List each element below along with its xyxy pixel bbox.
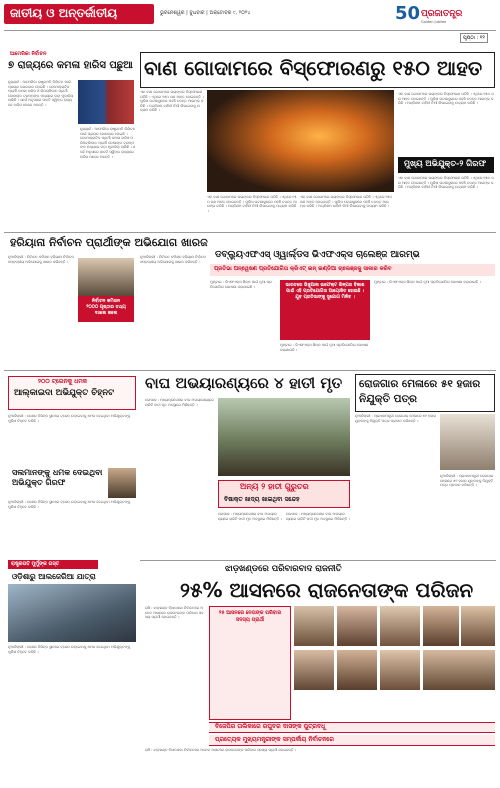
kicker: ଆମେରିକା ନିର୍ବାଚନ [10,51,47,57]
photo-candidate-9 [423,650,495,690]
arrest-badge [398,157,494,173]
logo [395,3,495,27]
photo-commission-official [78,258,134,296]
jharkhand-body-2: ରାଞ୍ଚି : ଝାଡ଼ଖଣ୍ଡ ବିଧାନସଭା ନିର୍ବାଚନରେ ଅନେକ ଆସନରେ ରାଜନେତାଙ୍କ ପରିବାର ସଦସ୍ୟ ପ୍ରାର୍ଥୀ ହୋଇଛନ୍ତି । [145,748,297,752]
photo-candidate-3 [380,606,420,646]
vfx-body-3: ମୁମ୍ବାଇ : ଭିଏଫଏକ୍ସ ଶିଳ୍ପ ପାଇଁ ନୂଆ ପ୍ରତିଯୋଗିତା ଘୋଷଣା କରାଯାଇଛି । [374,280,481,284]
photo-candidate-2 [337,606,377,646]
logo-tag: Golden Jubilee [421,20,447,24]
jharkhand-box-intro: ୨୫ ଆସନରେ ନେତାଙ୍କ ପରିବାର ସଦସ୍ୟ ପ୍ରାର୍ଥୀ [218,610,282,623]
callout-line-2: ୨୦୦୦ ପୃଷ୍ଠାର ତଥ୍ୟ [86,305,126,310]
body-lead-col1: ଏକ ବାଣ ଗୋଦାମରେ ଭୟଙ୍କର ବିସ୍ଫୋରଣ ଘଟିଛି । ଏଥିରେ ୧୫୦ ଜଣ ଆହତ ହୋଇଛନ୍ତି । ପୁଲିସ ଘଟଣାସ୍ଥଳରେ ପହଞ୍ଚି ତଦନ୍ତ ଆରମ୍ଭ କରିଛି । ଅଗ୍ନିଶମ ବାହିନୀ ନିଆଁ ଲିଭାଇବାକୁ ଉଦ୍ୟମ କରିଛି । [140,90,204,113]
train-box-headline: ଆଲ୍‌କାଇଦା ଅଭିଯୁକ୍ତ ଚିହ୍ନଟ [14,388,114,398]
elephant-body-1: ଭୋପାଳ : ମଧ୍ୟପ୍ରଦେଶର ବାଘ ଅଭୟାରଣ୍ୟରେ ଚାରିଟି ହାତୀ ମୃତ ଅବସ୍ଥାରେ ମିଳିଛନ୍ତି । [145,398,214,407]
rozgar-body-1: ନୂଆଦିଲ୍ଲୀ : ପ୍ରଧାନମନ୍ତ୍ରୀ ରୋଜଗାର ମେଳାରେ ୫୧ ହଜାର ଯୁବକଙ୍କୁ ନିଯୁକ୍ତି ପତ୍ର ପ୍ରଦାନ କରିଛନ୍ତି । [355,414,437,423]
photo-candidate-1 [294,606,334,646]
arrest-badge-text: ମୁଖ୍ୟ ଅଭିଯୁକ୍ତ-୨ ଗିରଫ [404,159,487,168]
body-lead-col5: ଏକ ବାଣ ଗୋଦାମରେ ଭୟଙ୍କର ବିସ୍ଫୋରଣ ଘଟିଛି । ଏଥିରେ ୧୫୦ ଜଣ ଆହତ ହୋଇଛନ୍ତି । ପୁଲିସ ଘଟଣାସ୍ଥଳରେ ପହଞ୍ଚି ତଦନ୍ତ ଆରମ୍ଭ କରିଛି । ଅଗ୍ନିଶମ ବାହିନୀ ନିଆଁ ଲିଭାଇବାକୁ ଉଦ୍ୟମ କରିଛି । [398,176,494,190]
photo-elephant [218,398,350,476]
murmu-body: ନୂଆଦିଲ୍ଲୀ : ଦେଶର ବିଭିନ୍ନ ସ୍ଥାନରେ ଟ୍ରେନ ଉଡ଼ାଇବାକୁ ଧମକ ଦେଇଥିବା ଅଭିଯୁକ୍ତଙ୍କୁ ପୁଲିସ ଚିହ୍ନଟ କରିଛି । [8,645,131,654]
divider-3 [140,560,496,561]
photo-candidate-7 [337,650,377,690]
strip-1-text: ବିଜେପିର ତାଲିକାରେ ରଘୁବର ଦାସଙ୍କ ପୁତ୍ରବଧୂ [215,723,326,730]
haryana-callout [78,296,134,322]
train-body: ନୂଆଦିଲ୍ଲୀ : ଦେଶର ବିଭିନ୍ନ ସ୍ଥାନରେ ଟ୍ରେନ ଉଡ଼ାଇବାକୁ ଧମକ ଦେଇଥିବା ଅଭିଯୁକ୍ତଙ୍କୁ ପୁଲିସ ଚିହ୍ନଟ କରିଛି । [8,414,131,423]
body-lead-col4: ଏକ ବାଣ ଗୋଦାମରେ ଭୟଙ୍କର ବିସ୍ଫୋରଣ ଘଟିଛି । ଏଥିରେ ୧୫୦ ଜଣ ଆହତ ହୋଇଛନ୍ତି । ପୁଲିସ ଘଟଣାସ୍ଥଳରେ ପହଞ୍ଚି ତଦନ୍ତ ଆରମ୍ଭ କରିଛି । ଅଗ୍ନିଶମ ବାହିନୀ ନିଆଁ ଲିଭାଇବାକୁ ଉଦ୍ୟମ କରିଛି । [398,92,494,106]
divider-1 [4,232,496,233]
body-harris-2: ନ୍ୟୁୟର୍କ : ଆମେରିକା ରାଷ୍ଟ୍ରପତି ନିର୍ବାଚନ ପାଇଁ ପ୍ରଚାର ଜୋରଦାର ହୋଇଛି । ଡେମୋକ୍ରାଟିକ ପ୍ରାର୍ଥୀ କମଳା ହାରିସ ଓ ରିପବ୍ଲିକାନ ପ୍ରାର୍ଥୀ ଡୋନାଲ୍ଡ ଟ୍ରମ୍ପଙ୍କ ମଧ୍ୟରେ କଡ଼ା ମୁକାବିଲା ଚାଲିଛି । ସର୍ଭେ ଅନୁସାରେ ସାତଟି ସ୍ୱିଙ୍ଗ ରାଜ୍ୟରେ ହାରିସ ପଛରେ ଅଛନ୍ତି । [80,127,136,159]
date-line: ଭୁବନେଶ୍ୱର | ବୁଧବାର | ଅକ୍ଟୋବର ୯, ୨୦୨୪ [160,10,251,16]
lead-headline: ବାଣ ଗୋଦାମରେ ବିସ୍ଫୋରଣରୁ ୧୫୦ ଆହତ [144,56,483,80]
logo-text: ପ୍ରଜାତନ୍ତ୍ର [421,9,463,19]
photo-candidate-5 [461,606,495,646]
photo-explosion [207,90,394,192]
headline-harris: ୭ ରାଜ୍ୟରେ କମଳା ହାରିସ ପଛୁଆ [8,60,133,71]
vfx-subhead: ପ୍ରତିଭା ଅନ୍ୱେଷଣ ପ୍ରତିଯୋଗିତା କ୍ରିଏଟ୍ ଇନ୍ ଇଣ୍ଡିଆ ଚାଲେଞ୍ଜକୁ ସାକାର କରିବ [214,266,392,272]
haryana-headline: ହରିୟାନା ନିର୍ବାଚନ ପ୍ରାର୍ଥୀଙ୍କ ଅଭିଯୋଗ ଖାରଜ [10,236,208,249]
haryana-body-2: ନୂଆଦିଲ୍ଲୀ : ନିର୍ବାଚନ କମିଶନ ହରିୟାନା ନିର୍ବାଚନ ସମ୍ବନ୍ଧୀୟ ଅଭିଯୋଗକୁ ଖାରଜ କରିଛନ୍ତି । [140,255,206,264]
strip-2-text: ପ୍ରତ୍ୟେକ ମୁଖ୍ୟମନ୍ତ୍ରୀଙ୍କ ସମ୍ପର୍କୀୟ ନିର୍ବାଚନରେ [215,736,334,743]
masthead-divider [4,30,496,31]
divider-2 [4,370,496,371]
jharkhand-box [209,606,291,720]
elephant-highlight-sub: ବିଷାକ୍ତ ଖାଦ୍ୟ ଖାଇଥିବା ସନ୍ଦେହ [224,496,300,503]
elephant-body-2: ଭୋପାଳ : ମଧ୍ୟପ୍ରଦେଶର ବାଘ ଅଭୟାରଣ୍ୟରେ ଚାରିଟି ହାତୀ ମୃତ ଅବସ୍ଥାରେ ମିଳିଛନ୍ତି । [218,512,282,521]
murmu-kicker: ରାଷ୍ଟ୍ରପତି ମୁର୍ମୁଙ୍କ ଗସ୍ତ [11,561,60,567]
photo-modi [440,414,495,470]
body-lead-col3: ଏକ ବାଣ ଗୋଦାମରେ ଭୟଙ୍କର ବିସ୍ଫୋରଣ ଘଟିଛି । ଏଥିରେ ୧୫୦ ଜଣ ଆହତ ହୋଇଛନ୍ତି । ପୁଲିସ ଘଟଣାସ୍ଥଳରେ ପହଞ୍ଚି ତଦନ୍ତ ଆରମ୍ଭ କରିଛି । ଅଗ୍ନିଶମ ବାହିନୀ ନିଆଁ ଲିଭାଇବାକୁ ଉଦ୍ୟମ କରିଛି । [300,195,393,209]
vfx-box [280,280,370,340]
body-harris: ନ୍ୟୁୟର୍କ : ଆମେରିକା ରାଷ୍ଟ୍ରପତି ନିର୍ବାଚନ ପାଇଁ ପ୍ରଚାର ଜୋରଦାର ହୋଇଛି । ଡେମୋକ୍ରାଟିକ ପ୍ରାର୍ଥୀ କମଳା ହାରିସ ଓ ରିପବ୍ଲିକାନ ପ୍ରାର୍ଥୀ ଡୋନାଲ୍ଡ ଟ୍ରମ୍ପଙ୍କ ମଧ୍ୟରେ କଡ଼ା ମୁକାବିଲା ଚାଲିଛି । ସର୍ଭେ ଅନୁସାରେ ସାତଟି ସ୍ୱିଙ୍ଗ ରାଜ୍ୟରେ ହାରିସ ପଛରେ ଅଛନ୍ତି । [8,80,74,107]
section-title: ଜାତୀୟ ଓ ଅନ୍ତର୍ଜାତୀୟ [10,6,118,20]
rozgar-body-2: ନୂଆଦିଲ୍ଲୀ : ପ୍ରଧାନମନ୍ତ୍ରୀ ରୋଜଗାର ମେଳାରେ ୫୧ ହଜାର ଯୁବକଙ୍କୁ ନିଯୁକ୍ତି ପତ୍ର ପ୍ରଦାନ କରିଛନ୍ତି । [440,474,494,488]
rozgar-headline: ରୋଜଗାର ମେଳାରେ ୫୧ ହଜାର ନିଯୁକ୍ତି ପତ୍ର [359,378,481,405]
vfx-headline: ଡବ୍ଲ୍ୟୁଏଫଏସ୍ ଓ୍ୱାର୍ଲ୍ଡସ ଭିଏଫଏକ୍ସ ଚାଲେଞ୍ଜ ଆରମ୍ଭ [215,250,420,260]
elephant-headline: ବାଘ ଅଭୟାରଣ୍ୟରେ ୪ ହାତୀ ମୃତ [145,374,343,392]
callout-line-3: ଦାଖଲ କଲେ [94,311,118,316]
jharkhand-headline: ୨୫% ଆସନରେ ରାଜନେତାଙ୍କ ପରିଜନ [180,578,474,602]
vfx-box-text: ଭାରତରେ ଭିଜୁଆଲ ଇଫେକ୍ଟ ଶିଳ୍ପର ବିକାଶ ପାଇଁ ଏହି ପ୍ରତିଯୋଗିତା ଆୟୋଜିତ ହୋଇଛି । ଯୁବ ପ୍ରତିଭାଙ୍କୁ ସୁଯୋଗ ମିଳିବ । [285,283,365,300]
salman-headline: ସଲମାନଙ୍କୁ ଧମକ ଦେଇଥିବା ଅଭିଯୁକ୍ତ ଗିରଫ [12,468,103,487]
elephant-body-3: ଭୋପାଳ : ମଧ୍ୟପ୍ରଦେଶର ବାଘ ଅଭୟାରଣ୍ୟରେ ଚାରିଟି ହାତୀ ମୃତ ଅବସ୍ଥାରେ ମିଳିଛନ୍ତି । [286,512,350,521]
page-number: ପୃଷ୍ଠା : ୧୧ [460,33,488,43]
train-box-title: ୨୦୦ ଟ୍ରେନକୁ ଧମକ [38,378,88,385]
photo-candidate-6 [294,650,334,690]
vfx-body-2: ମୁମ୍ବାଇ : ଭିଏଫଏକ୍ସ ଶିଳ୍ପ ପାଇଁ ନୂଆ ପ୍ରତିଯୋଗିତା ଘୋଷଣା କରାଯାଇଛି । [280,343,369,352]
salman-body: ନୂଆଦିଲ୍ଲୀ : ଦେଶର ବିଭିନ୍ନ ସ୍ଥାନରେ ଟ୍ରେନ ଉଡ଼ାଇବାକୁ ଧମକ ଦେଇଥିବା ଅଭିଯୁକ୍ତଙ୍କୁ ପୁଲିସ ଚିହ୍ନଟ କରିଛି । [8,500,131,509]
jharkhand-kicker: ଝାଡ଼ଖଣ୍ଡରେ ପରିବାରବାଦ ରାଜନୀତି [225,564,342,574]
photo-murmu-visit [8,584,136,642]
photo-accused [108,468,136,498]
body-lead-col2: ଏକ ବାଣ ଗୋଦାମରେ ଭୟଙ୍କର ବିସ୍ଫୋରଣ ଘଟିଛି । ଏଥିରେ ୧୫୦ ଜଣ ଆହତ ହୋଇଛନ୍ତି । ପୁଲିସ ଘଟଣାସ୍ଥଳରେ ପହଞ୍ଚି ତଦନ୍ତ ଆରମ୍ଭ କରିଛି । ଅଗ୍ନିଶମ ବାହିନୀ ନିଆଁ ଲିଭାଇବାକୁ ଉଦ୍ୟମ କରିଛି । [207,195,297,213]
haryana-body: ନୂଆଦିଲ୍ଲୀ : ନିର୍ବାଚନ କମିଶନ ହରିୟାନା ନିର୍ବାଚନ ସମ୍ବନ୍ଧୀୟ ଅଭିଯୋଗକୁ ଖାରଜ କରିଛନ୍ତି । [8,255,74,264]
jharkhand-body-1: ରାଞ୍ଚି : ଝାଡ଼ଖଣ୍ଡ ବିଧାନସଭା ନିର୍ବାଚନରେ ଅନେକ ଆସନରେ ରାଜନେତାଙ୍କ ପରିବାର ସଦସ୍ୟ ପ୍ରାର୍ଥୀ ହୋଇଛନ୍ତି । [145,606,204,620]
photo-candidate-4 [423,606,459,646]
logo-years: 50 [395,3,421,24]
elephant-highlight-title: ଅନ୍ୟ ୨ ହାତୀ ଗୁରୁତର [240,482,309,491]
photo-candidate-8 [380,650,420,690]
murmu-headline: ଓଡ଼ିଶାରୁ ଆଲଜେରିଆ ଯାତ୍ରା [12,572,96,581]
vfx-body-1: ମୁମ୍ବାଇ : ଭିଏଫଏକ୍ସ ଶିଳ୍ପ ପାଇଁ ନୂଆ ପ୍ରତିଯୋଗିତା ଘୋଷଣା କରାଯାଇଛି । [210,280,272,289]
callout-line-1: ନିର୍ବାଚନ କମିଶନ [91,299,121,304]
photo-harris-trump [78,80,134,124]
